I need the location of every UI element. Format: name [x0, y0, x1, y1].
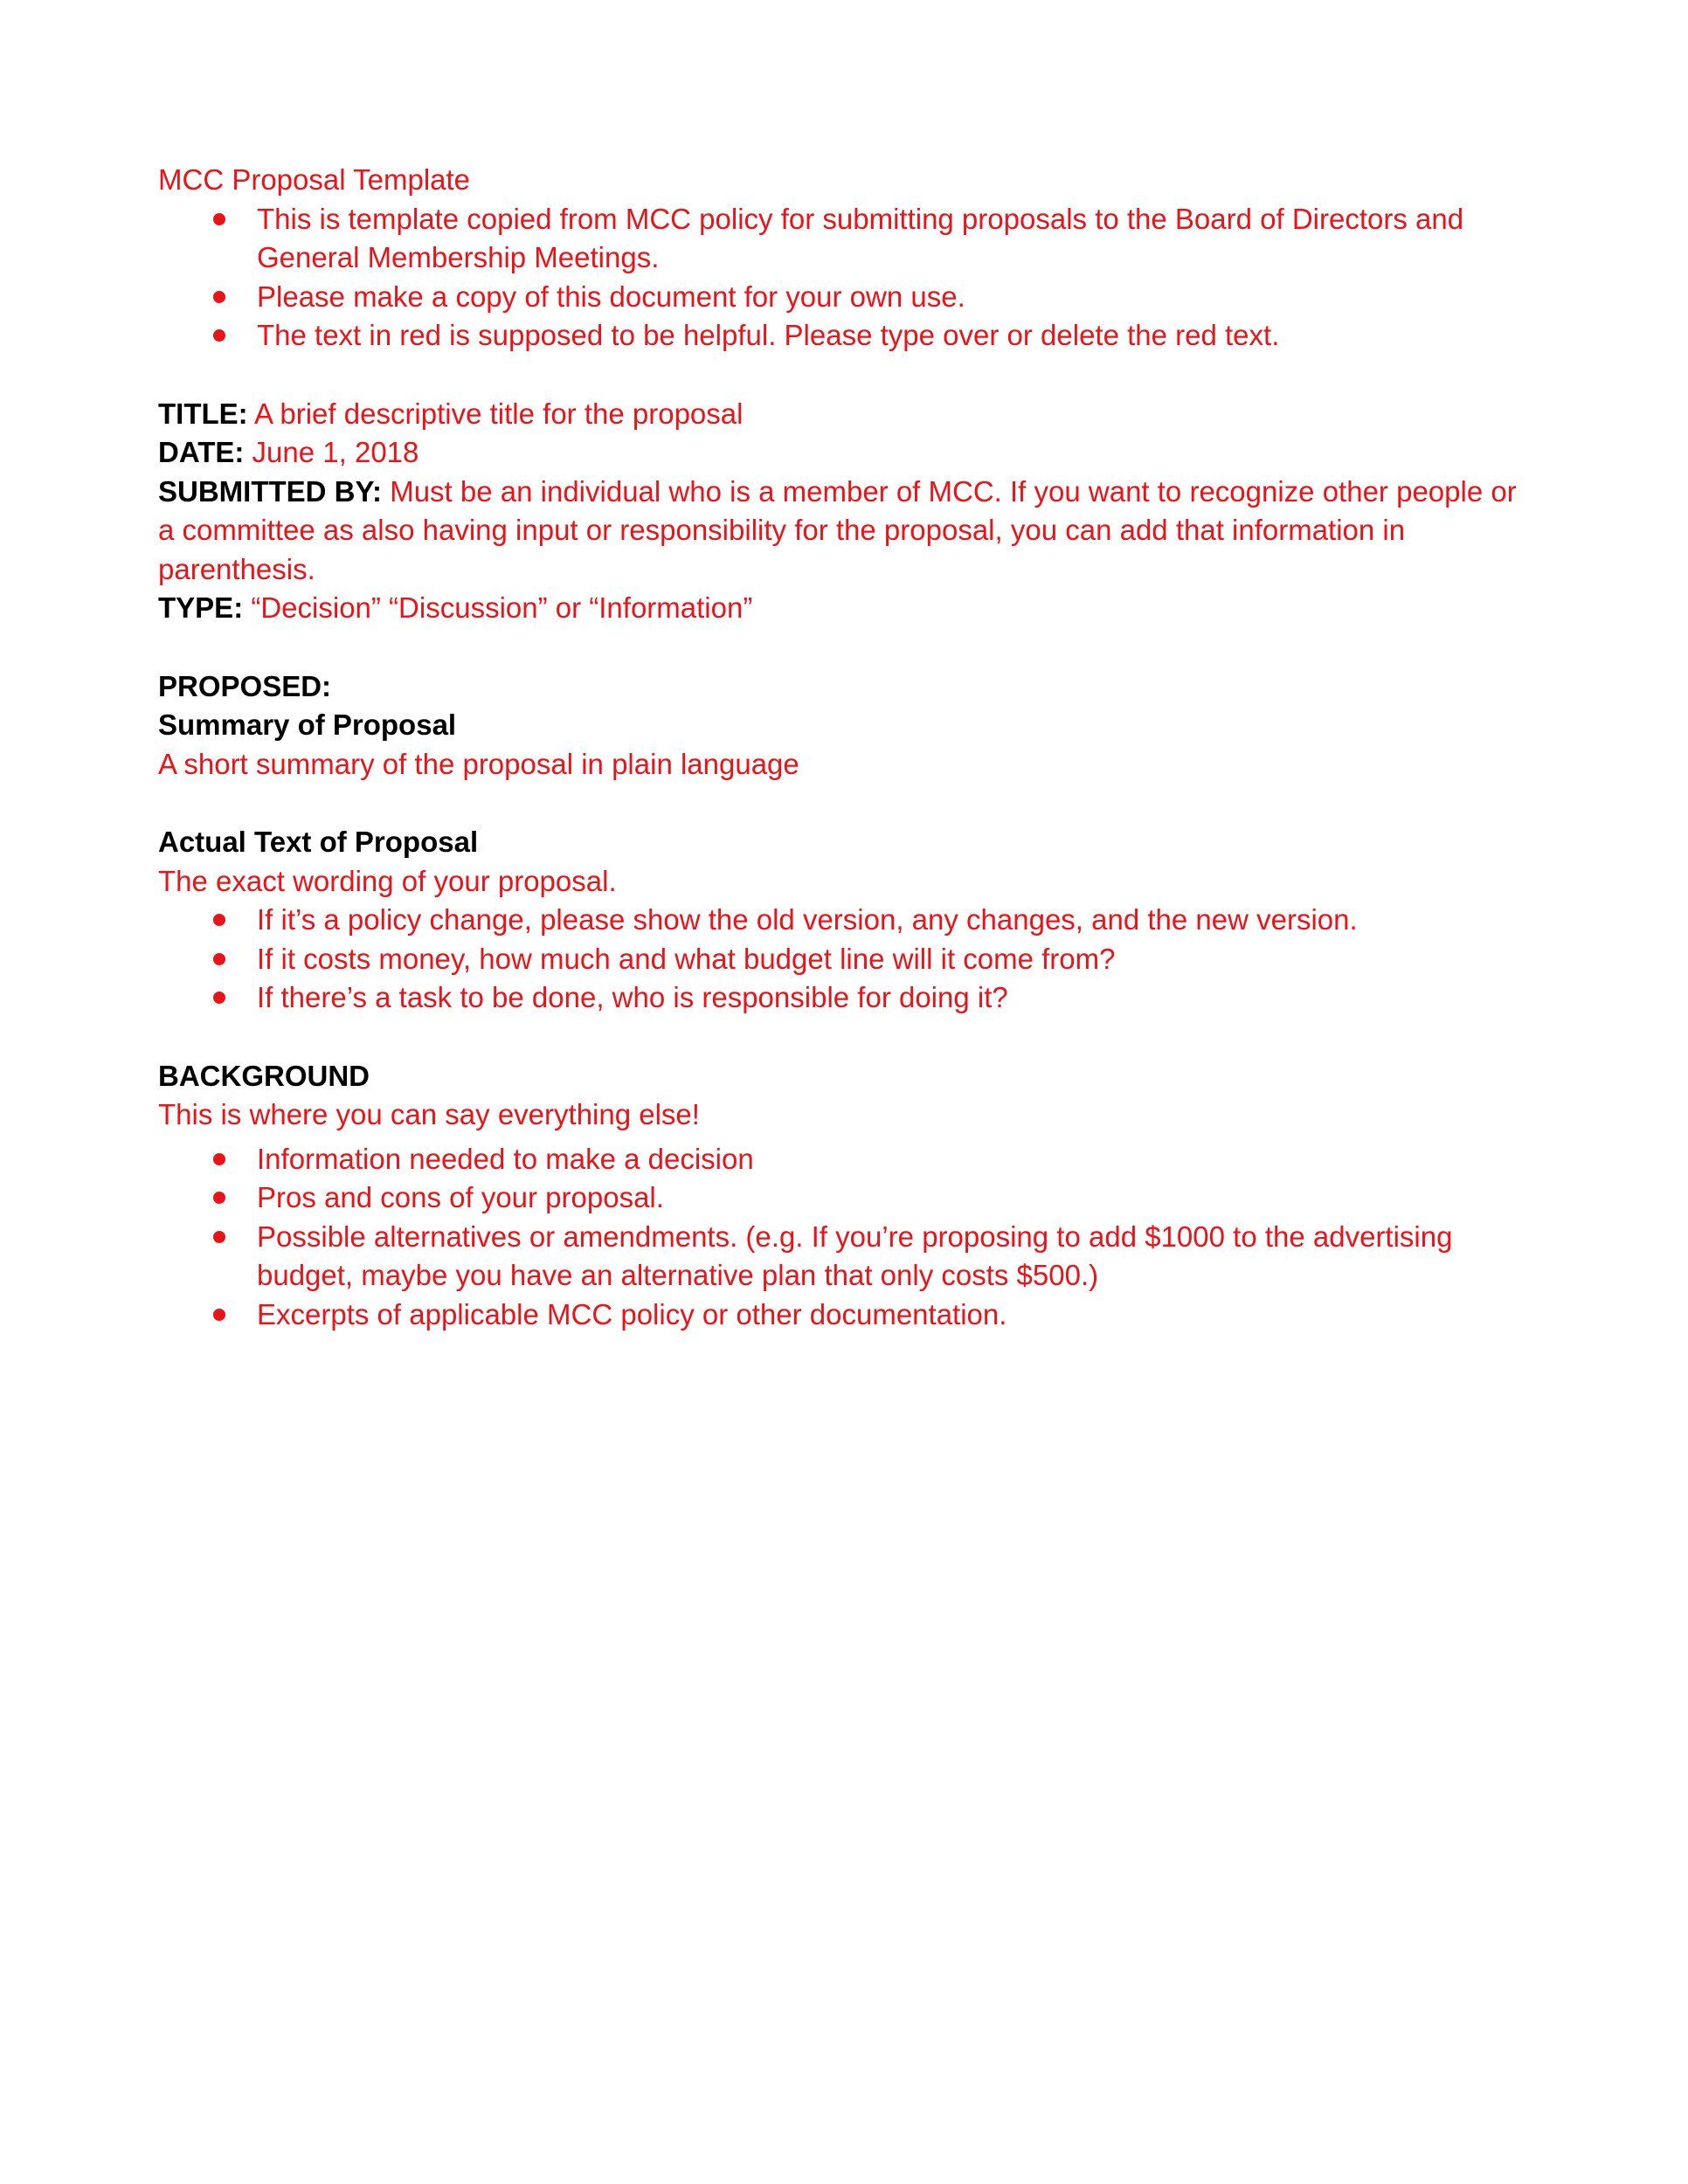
bullet-icon [213, 1153, 225, 1165]
background-heading: BACKGROUND [158, 1059, 370, 1092]
list-item: Pros and cons of your proposal. [158, 1178, 1539, 1218]
bullet-icon [213, 329, 225, 342]
background-intro: This is where you can say everything else! [158, 1098, 700, 1130]
list-item: Excerpts of applicable MCC policy or other documentation. [158, 1296, 1539, 1335]
bullet-icon [213, 953, 225, 965]
date-label: DATE: [158, 436, 245, 468]
proposed-heading: PROPOSED: [158, 669, 332, 702]
background-bullet-list [158, 1140, 1539, 1335]
actual-text-bullet-list [158, 901, 1539, 1018]
bullet-icon [213, 1231, 225, 1243]
date-field [158, 433, 1539, 473]
submitted-by-label: SUBMITTED BY: [158, 474, 383, 508]
list-item: Please make a copy of this document for your own use. [158, 278, 1539, 317]
bullet-icon [213, 992, 225, 1004]
summary-heading: Summary of Proposal [158, 708, 457, 741]
intro-bullet-list [158, 200, 1539, 356]
type-field [158, 589, 1539, 628]
title-label: TITLE: [158, 397, 248, 430]
title-field [158, 395, 1539, 434]
title-value: A brief descriptive title for the proposal [254, 397, 744, 430]
list-item: This is template copied from MCC policy for submitting proposals to the Board of Directors and General Membership Meetings. [158, 200, 1539, 278]
summary-text: A short summary of the proposal in plain language [158, 747, 799, 780]
type-value: “Decision” “Discussion” or “Information” [251, 591, 753, 624]
type-label: TYPE: [158, 591, 244, 624]
submitted-by-value: Must be an individual who is a member of MCC. If you want to recognize other people or a committee as also having input or responsibility for the proposal, you can add that information in parenthesis. [158, 474, 1517, 585]
submitted-by-field [158, 473, 1539, 590]
date-value: June 1, 2018 [252, 436, 419, 468]
document-content [158, 161, 1539, 1334]
actual-text-intro: The exact wording of your proposal. [158, 864, 617, 897]
bullet-icon [213, 291, 225, 303]
spacer [158, 628, 1539, 667]
list-item: If there’s a task to be done, who is responsible for doing it? [158, 978, 1539, 1018]
list-item: Possible alternatives or amendments. (e.g. If you’re proposing to add $1000 to the advertising budget, maybe you have an alternative plan that only costs $500.) [158, 1218, 1539, 1296]
document-title: MCC Proposal Template [158, 163, 471, 196]
bullet-icon [213, 914, 225, 926]
bullet-icon [213, 1309, 225, 1321]
spacer [158, 784, 1539, 823]
bullet-icon [213, 1192, 225, 1204]
list-item: If it’s a policy change, please show the old version, any changes, and the new version. [158, 901, 1539, 940]
actual-text-heading: Actual Text of Proposal [158, 826, 479, 858]
spacer [158, 356, 1539, 395]
list-item: Information needed to make a decision [158, 1140, 1539, 1179]
list-item: If it costs money, how much and what budget line will it come from? [158, 940, 1539, 979]
list-item: The text in red is supposed to be helpful. Please type over or delete the red text. [158, 316, 1539, 356]
spacer [158, 1018, 1539, 1057]
bullet-icon [213, 213, 225, 225]
